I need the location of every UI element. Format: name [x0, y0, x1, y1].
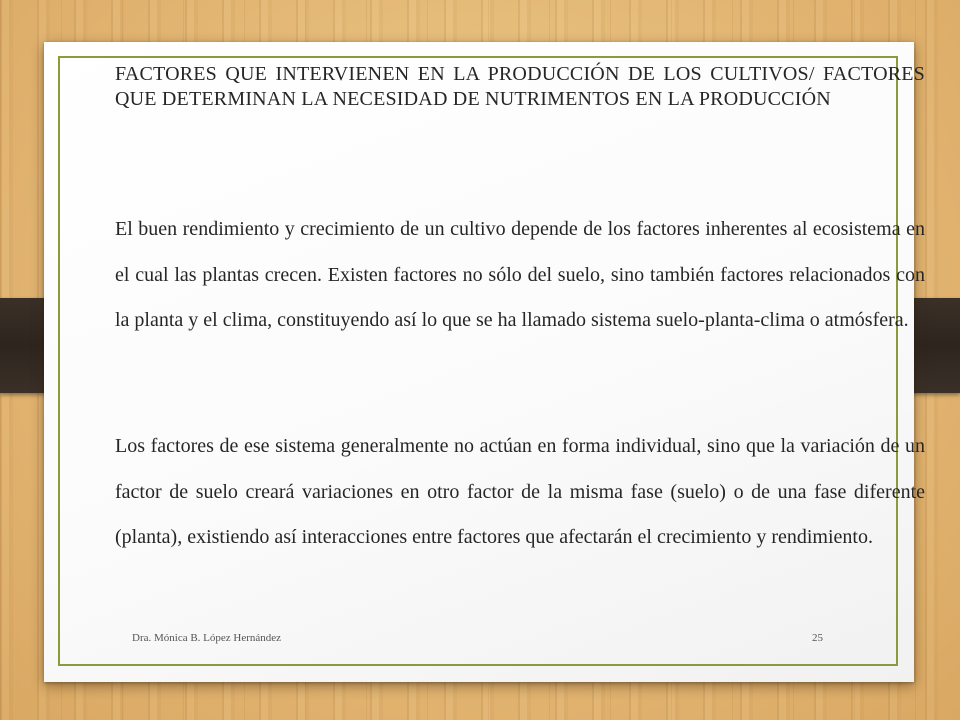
- footer-author: Dra. Mónica B. López Hernández: [132, 632, 282, 644]
- slide-border: [58, 56, 898, 666]
- slide-title: FACTORES QUE INTERVIENEN EN LA PRODUCCIÓN DE LOS CULTIVOS/ FACTORES QUE DETERMINAN LA NECESIDAD DE NUTRIMENTOS EN LA PRODUCCIÓN: [115, 63, 925, 110]
- body-paragraph-2: Los factores de ese sistema generalmente no actúan en forma individual, sino que la variación de un factor de suelo creará variaciones en otro factor de la misma fase (suelo) o de una fase diferente (planta), existiendo así interacciones entre factores que afectarán el crecimiento y rendimiento.: [115, 435, 925, 548]
- body-paragraph-1: El buen rendimiento y crecimiento de un cultivo depende de los factores inherentes al ecosistema en el cual las plantas crecen. Existen factores no sólo del suelo, sino también factores relacionados con la planta y el clima, constituyendo así lo que se ha llamado sistema suelo-planta-clima o atmósfera.: [115, 218, 925, 331]
- slide-number: 25: [812, 632, 823, 644]
- slide-paper: [44, 42, 914, 682]
